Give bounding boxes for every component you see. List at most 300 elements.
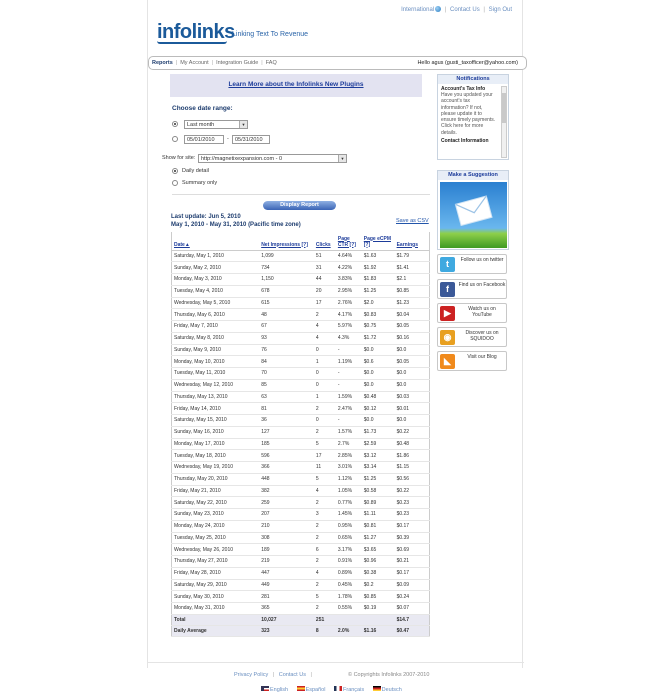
table-cell: 81 — [259, 403, 314, 415]
table-cell: Thursday, May 13, 2010 — [172, 391, 260, 403]
table-cell: 1.19% — [336, 356, 362, 368]
table-cell: $0.19 — [362, 603, 395, 615]
social-badge-label: Watch us on YouTube — [468, 306, 496, 318]
table-cell: $3.12 — [362, 450, 395, 462]
copyright: © Copyrights Infolinks 2007-2010 — [348, 672, 430, 678]
table-row — [172, 520, 430, 532]
table-cell: $0.04 — [395, 309, 430, 321]
divider — [172, 194, 430, 195]
table-cell: $2.0 — [362, 297, 395, 309]
table-cell: Friday, May 28, 2010 — [172, 567, 260, 579]
footer-divider — [147, 662, 524, 663]
france-flag-icon — [334, 686, 342, 691]
table-cell: Friday, May 7, 2010 — [172, 321, 260, 333]
table-cell: 1 — [314, 391, 336, 403]
date-from-input[interactable]: 05/01/2010 — [184, 135, 224, 144]
table-cell: 0 — [314, 344, 336, 356]
social-badge-facebook[interactable] — [437, 279, 507, 299]
table-cell: 8 — [314, 625, 336, 636]
table-cell: $14.7 — [395, 614, 430, 625]
table-cell: 1.59% — [336, 391, 362, 403]
logo-swoosh — [157, 41, 227, 44]
table-cell: 31 — [314, 262, 336, 274]
nav-reports[interactable]: Reports — [152, 60, 173, 66]
table-cell: - — [336, 379, 362, 391]
table-cell: 1.78% — [336, 591, 362, 603]
social-badge-twitter[interactable] — [437, 254, 507, 274]
footer-contact-link[interactable]: Contact Us — [278, 672, 306, 678]
table-cell: 251 — [314, 614, 336, 625]
table-cell: $1.92 — [362, 262, 395, 274]
table-cell: Saturday, May 22, 2010 — [172, 497, 260, 509]
table-cell — [362, 614, 395, 625]
table-cell: 51 — [314, 250, 336, 262]
notifications-scrollbar[interactable] — [501, 86, 507, 158]
table-cell: 2 — [314, 603, 336, 615]
date-to-input[interactable]: 05/31/2010 — [232, 135, 270, 144]
user-greeting: Hello agus (gusti_taxofficer@yahoo.com) — [417, 60, 518, 66]
total-row — [172, 614, 430, 625]
table-row — [172, 462, 430, 474]
table-cell: $1.15 — [395, 462, 430, 474]
table-cell: $0.0 — [395, 344, 430, 356]
table-cell: Tuesday, May 4, 2010 — [172, 285, 260, 297]
social-badge-rss[interactable] — [437, 351, 507, 371]
table-cell: 207 — [259, 509, 314, 521]
table-cell: $0.6 — [362, 356, 395, 368]
table-cell: 1,099 — [259, 250, 314, 262]
daily-detail-label: Daily detail — [182, 168, 209, 174]
table-cell: $0.03 — [395, 391, 430, 403]
table-cell: 2.47% — [336, 403, 362, 415]
nav-integration-guide[interactable]: Integration Guide — [216, 60, 259, 66]
table-row — [172, 579, 430, 591]
table-cell: 219 — [259, 556, 314, 568]
table-cell: Friday, May 21, 2010 — [172, 485, 260, 497]
spain-flag-icon — [297, 686, 305, 691]
table-cell: $1.63 — [362, 250, 395, 262]
col-page-ecpm[interactable]: Page eCPM [?] — [362, 232, 395, 250]
table-cell: 2 — [314, 520, 336, 532]
table-cell: $1.11 — [362, 509, 395, 521]
table-row — [172, 368, 430, 380]
social-badge-label: Discover us on SQUIDOO — [465, 330, 499, 342]
table-row — [172, 556, 430, 568]
nav-faq[interactable]: FAQ — [265, 60, 277, 66]
tagline: Linking Text To Revenue — [232, 31, 309, 38]
preset-range-value: Last month — [187, 122, 215, 128]
table-cell: 4 — [314, 485, 336, 497]
col-earnings[interactable]: Earnings — [395, 232, 430, 250]
table-cell: 2 — [314, 532, 336, 544]
table-cell: Saturday, May 15, 2010 — [172, 415, 260, 427]
table-row — [172, 379, 430, 391]
plugins-banner — [170, 74, 422, 97]
table-cell: Saturday, May 29, 2010 — [172, 579, 260, 591]
table-cell: $0.56 — [395, 473, 430, 485]
table-cell: 5 — [314, 438, 336, 450]
germany-flag-icon — [373, 686, 381, 691]
table-cell: $0.17 — [395, 567, 430, 579]
table-cell: 67 — [259, 321, 314, 333]
table-cell: 2 — [314, 309, 336, 321]
table-cell: $0.07 — [395, 603, 430, 615]
table-row — [172, 509, 430, 521]
table-cell: 4.64% — [336, 250, 362, 262]
table-cell: 734 — [259, 262, 314, 274]
table-cell — [336, 614, 362, 625]
table-cell: 2.85% — [336, 450, 362, 462]
table-cell: 4 — [314, 321, 336, 333]
site-select-value: http://magnetixexpansion.com - 0 — [201, 156, 283, 162]
table-cell: Total — [172, 614, 260, 625]
table-row — [172, 262, 430, 274]
facebook-icon: f — [440, 282, 455, 297]
rss-icon: ◣ — [440, 354, 455, 369]
table-cell: 615 — [259, 297, 314, 309]
table-cell: - — [336, 415, 362, 427]
table-cell: 17 — [314, 297, 336, 309]
table-cell: 2.7% — [336, 438, 362, 450]
table-cell: 0.91% — [336, 556, 362, 568]
table-cell: 6 — [314, 544, 336, 556]
table-cell: $0.0 — [362, 379, 395, 391]
table-row — [172, 309, 430, 321]
earnings-report-table — [171, 232, 430, 637]
table-cell: $0.85 — [362, 591, 395, 603]
table-cell: Tuesday, May 18, 2010 — [172, 450, 260, 462]
table-row — [172, 426, 430, 438]
table-cell: $0.0 — [395, 368, 430, 380]
display-report-button[interactable]: Display Report — [263, 201, 336, 210]
table-cell: Sunday, May 30, 2010 — [172, 591, 260, 603]
table-cell: 259 — [259, 497, 314, 509]
table-cell: - — [336, 344, 362, 356]
table-cell: $0.47 — [395, 625, 430, 636]
table-cell: $1.25 — [362, 285, 395, 297]
table-cell: Monday, May 10, 2010 — [172, 356, 260, 368]
table-cell: 17 — [314, 450, 336, 462]
table-cell: $1.83 — [362, 274, 395, 286]
table-cell: 76 — [259, 344, 314, 356]
save-as-csv-link[interactable]: Save as CSV — [396, 218, 429, 224]
table-cell: $0.69 — [395, 544, 430, 556]
table-cell: $0.0 — [395, 415, 430, 427]
site-select[interactable] — [198, 154, 347, 163]
social-badge-label: Follow us on twitter — [460, 257, 504, 263]
table-row — [172, 332, 430, 344]
table-cell: 1.12% — [336, 473, 362, 485]
table-cell: $0.0 — [362, 344, 395, 356]
social-badge-label: Visit our Blog — [467, 354, 497, 360]
table-row — [172, 391, 430, 403]
table-cell: 3.01% — [336, 462, 362, 474]
table-cell: $1.72 — [362, 332, 395, 344]
table-row — [172, 532, 430, 544]
table-row — [172, 485, 430, 497]
social-badge-squidoo[interactable] — [437, 327, 507, 347]
custom-range-radio[interactable] — [172, 136, 178, 142]
table-row — [172, 297, 430, 309]
social-badge-label: Find us on Facebook — [458, 282, 506, 288]
table-cell: Thursday, May 6, 2010 — [172, 309, 260, 321]
table-row — [172, 450, 430, 462]
plugins-banner-link[interactable]: Learn More about the Infolinks New Plugins — [228, 81, 364, 88]
table-cell: $2.1 — [395, 274, 430, 286]
table-cell: $0.2 — [362, 579, 395, 591]
table-cell: $0.22 — [395, 426, 430, 438]
table-cell: 10,027 — [259, 614, 314, 625]
table-row — [172, 473, 430, 485]
table-cell: $0.21 — [395, 556, 430, 568]
main-nav: Reports | My Account | Integration Guide | FAQ Hello agus (gusti_taxofficer@yahoo.com) — [148, 56, 527, 70]
table-row — [172, 356, 430, 368]
notifications-header: Notifications — [438, 75, 508, 84]
page-container — [147, 0, 523, 668]
table-cell: $0.05 — [395, 321, 430, 333]
table-cell: $0.75 — [362, 321, 395, 333]
table-cell: $0.83 — [362, 309, 395, 321]
summary-only-label: Summary only — [182, 180, 218, 186]
table-cell: 281 — [259, 591, 314, 603]
table-cell: 448 — [259, 473, 314, 485]
table-cell: Sunday, May 23, 2010 — [172, 509, 260, 521]
table-cell: 4 — [314, 567, 336, 579]
table-cell: 1 — [314, 356, 336, 368]
table-cell: 36 — [259, 415, 314, 427]
table-cell: 308 — [259, 532, 314, 544]
table-cell: $0.89 — [362, 497, 395, 509]
chevron-down-icon: ▼ — [338, 155, 346, 162]
table-cell: 0.45% — [336, 579, 362, 591]
table-cell: Friday, May 14, 2010 — [172, 403, 260, 415]
col-page-ctr[interactable]: Page CTR [?] — [336, 232, 362, 250]
table-cell: $3.14 — [362, 462, 395, 474]
youtube-icon: ▶ — [440, 306, 455, 321]
globe-icon — [435, 6, 441, 12]
language-selector — [261, 686, 409, 693]
table-cell: $0.81 — [362, 520, 395, 532]
site-label: Show for site: — [162, 155, 196, 161]
last-update-text: Last update: Jun 5, 2010 — [171, 214, 241, 220]
suggestion-envelope-image[interactable] — [440, 182, 507, 248]
table-cell: 447 — [259, 567, 314, 579]
table-cell: $1.41 — [395, 262, 430, 274]
date-dash: - — [227, 136, 229, 142]
notifications-box — [437, 74, 509, 160]
table-cell: Wednesday, May 5, 2010 — [172, 297, 260, 309]
table-cell: 3.83% — [336, 274, 362, 286]
table-row — [172, 591, 430, 603]
table-cell: Sunday, May 9, 2010 — [172, 344, 260, 356]
table-cell: Thursday, May 27, 2010 — [172, 556, 260, 568]
table-header-row — [172, 232, 430, 250]
table-cell: $0.17 — [395, 520, 430, 532]
table-cell: Tuesday, May 25, 2010 — [172, 532, 260, 544]
table-cell: 382 — [259, 485, 314, 497]
table-row — [172, 567, 430, 579]
contact-link[interactable]: Contact Us — [450, 7, 480, 13]
table-cell: $1.27 — [362, 532, 395, 544]
lang-deutsch[interactable]: Deutsch — [373, 687, 402, 693]
table-cell: 1.05% — [336, 485, 362, 497]
date-range-heading: Choose date range: — [172, 105, 233, 112]
table-cell: $0.48 — [362, 391, 395, 403]
table-cell: 5 — [314, 591, 336, 603]
signout-link[interactable]: Sign Out — [488, 7, 512, 13]
twitter-icon: t — [440, 257, 455, 272]
table-cell: $1.86 — [395, 450, 430, 462]
table-row — [172, 285, 430, 297]
col-date[interactable]: Date▲ — [172, 232, 260, 250]
table-cell: 366 — [259, 462, 314, 474]
table-cell: 127 — [259, 426, 314, 438]
squidoo-icon: ◉ — [440, 330, 455, 345]
daily-detail-radio[interactable] — [172, 168, 178, 174]
table-cell: $1.23 — [395, 297, 430, 309]
table-cell: 0.77% — [336, 497, 362, 509]
table-cell: 2 — [314, 403, 336, 415]
notification-next-title: Contact Information — [441, 138, 489, 145]
table-cell: 11 — [314, 462, 336, 474]
table-row — [172, 603, 430, 615]
table-cell: $0.01 — [395, 403, 430, 415]
table-cell: $1.16 — [362, 625, 395, 636]
table-cell: $0.38 — [362, 567, 395, 579]
table-row — [172, 415, 430, 427]
table-cell: 2 — [314, 556, 336, 568]
daily-average-row — [172, 625, 430, 636]
table-cell: 4.17% — [336, 309, 362, 321]
table-cell: $0.05 — [395, 356, 430, 368]
table-cell: 0 — [314, 415, 336, 427]
privacy-policy-link[interactable]: Privacy Policy — [234, 672, 269, 678]
table-cell: 3.17% — [336, 544, 362, 556]
table-cell: $0.96 — [362, 556, 395, 568]
table-cell: Monday, May 24, 2010 — [172, 520, 260, 532]
infolinks-logo[interactable] — [157, 22, 235, 42]
international-link[interactable]: International — [401, 7, 435, 13]
table-cell: 1.57% — [336, 426, 362, 438]
table-cell: $0.58 — [362, 485, 395, 497]
table-cell: $1.79 — [395, 250, 430, 262]
table-cell: 2.95% — [336, 285, 362, 297]
us-flag-icon — [261, 686, 269, 691]
table-cell: Monday, May 31, 2010 — [172, 603, 260, 615]
table-cell: 93 — [259, 332, 314, 344]
nav-my-account[interactable]: My Account — [180, 60, 209, 66]
table-cell: Wednesday, May 26, 2010 — [172, 544, 260, 556]
table-cell: Thursday, May 20, 2010 — [172, 473, 260, 485]
social-badge-youtube[interactable] — [437, 303, 507, 323]
table-cell: 0.65% — [336, 532, 362, 544]
table-cell: $0.22 — [395, 485, 430, 497]
table-cell: 63 — [259, 391, 314, 403]
table-cell: 189 — [259, 544, 314, 556]
table-cell: $1.73 — [362, 426, 395, 438]
table-cell: $0.0 — [362, 368, 395, 380]
table-cell: Monday, May 3, 2010 — [172, 274, 260, 286]
table-cell: 323 — [259, 625, 314, 636]
table-cell: 1,150 — [259, 274, 314, 286]
table-cell: 0 — [314, 368, 336, 380]
scrollbar-thumb[interactable] — [502, 93, 506, 123]
table-cell: 596 — [259, 450, 314, 462]
table-cell: 4 — [314, 332, 336, 344]
table-cell: 2.0% — [336, 625, 362, 636]
preset-range-select[interactable] — [184, 120, 248, 129]
table-cell: Tuesday, May 11, 2010 — [172, 368, 260, 380]
table-cell: 2 — [314, 579, 336, 591]
table-cell: $0.23 — [395, 497, 430, 509]
report-period: May 1, 2010 - May 31, 2010 (Pacific time zone) — [171, 222, 301, 228]
table-cell: 0.55% — [336, 603, 362, 615]
table-cell: 210 — [259, 520, 314, 532]
table-cell: 20 — [314, 285, 336, 297]
table-cell: 5 — [314, 473, 336, 485]
table-cell: 2 — [314, 426, 336, 438]
table-cell: $0.24 — [395, 591, 430, 603]
table-cell: 0 — [314, 379, 336, 391]
table-cell: Saturday, May 8, 2010 — [172, 332, 260, 344]
chevron-down-icon: ▼ — [239, 121, 247, 128]
col-net-impressions[interactable]: Net Impressions [?] — [259, 232, 314, 250]
table-cell: Wednesday, May 19, 2010 — [172, 462, 260, 474]
top-links: International | Contact Us | Sign Out — [401, 7, 512, 13]
table-cell: 185 — [259, 438, 314, 450]
make-suggestion-box[interactable] — [437, 170, 509, 250]
table-cell: - — [336, 368, 362, 380]
table-cell: $1.25 — [362, 473, 395, 485]
table-cell: $0.39 — [395, 532, 430, 544]
summary-only-radio[interactable] — [172, 180, 178, 186]
table-cell: 84 — [259, 356, 314, 368]
table-cell: $0.12 — [362, 403, 395, 415]
table-row — [172, 250, 430, 262]
preset-range-radio[interactable] — [172, 121, 178, 127]
table-cell: Saturday, May 1, 2010 — [172, 250, 260, 262]
table-cell: 70 — [259, 368, 314, 380]
table-cell: Sunday, May 2, 2010 — [172, 262, 260, 274]
table-cell: 2.76% — [336, 297, 362, 309]
notification-body[interactable]: Have you updated your account's tax information? If not, please update it to ensure timely payments. Click here for more details. — [441, 92, 496, 136]
table-cell: $0.23 — [395, 509, 430, 521]
lang-english[interactable]: English — [261, 687, 288, 693]
table-cell: Monday, May 17, 2010 — [172, 438, 260, 450]
table-row — [172, 497, 430, 509]
table-cell: 678 — [259, 285, 314, 297]
lang-francais[interactable]: Français — [334, 687, 364, 693]
lang-espanol[interactable]: Español — [297, 687, 326, 693]
table-cell: $0.48 — [395, 438, 430, 450]
table-cell: 449 — [259, 579, 314, 591]
table-row — [172, 344, 430, 356]
table-cell: 3 — [314, 509, 336, 521]
table-cell: Daily Average — [172, 625, 260, 636]
table-cell: 365 — [259, 603, 314, 615]
table-cell: $0.0 — [395, 379, 430, 391]
table-cell: 2 — [314, 497, 336, 509]
table-cell: $0.0 — [362, 415, 395, 427]
table-cell: $0.16 — [395, 332, 430, 344]
table-cell: $2.59 — [362, 438, 395, 450]
envelope-icon — [440, 182, 507, 248]
table-cell: 0.95% — [336, 520, 362, 532]
table-row — [172, 274, 430, 286]
notification-title: Account's Tax Info — [441, 86, 486, 92]
table-cell: 4.3% — [336, 332, 362, 344]
col-clicks[interactable]: Clicks — [314, 232, 336, 250]
